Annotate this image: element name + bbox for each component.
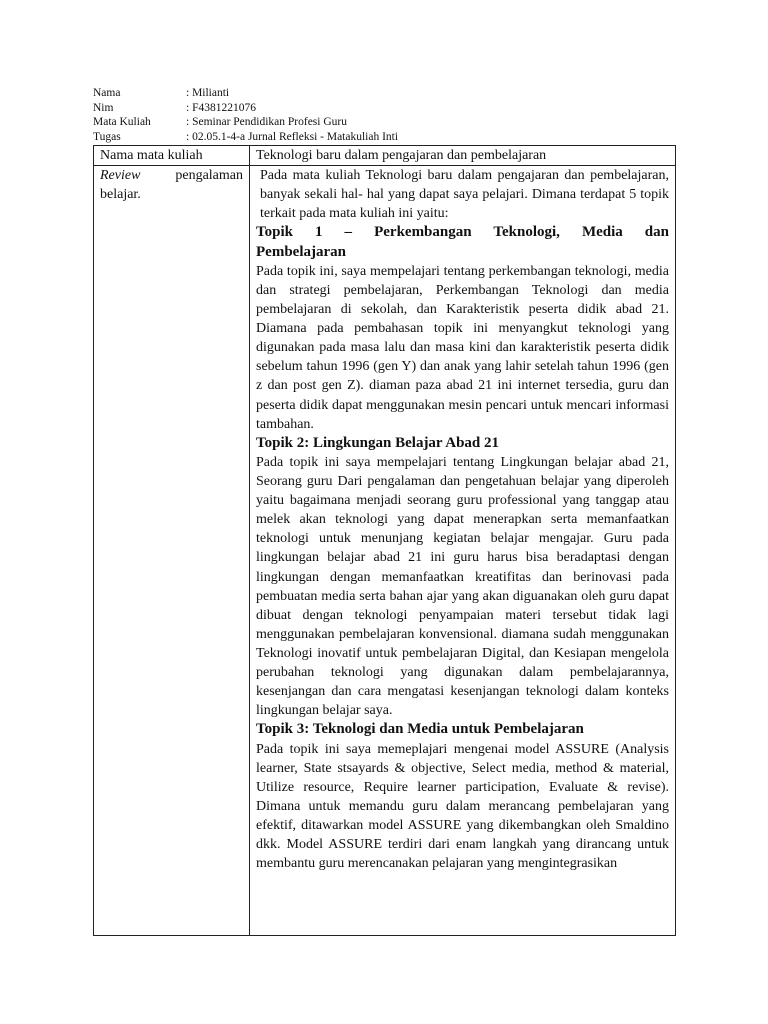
info-value: : 02.05.1-4-a Jurnal Refleksi - Matakuliah Inti xyxy=(186,130,399,143)
info-row-nama xyxy=(93,86,398,101)
info-label: Nama xyxy=(93,87,121,99)
header-left-cell: Nama mata kuliah xyxy=(94,146,250,166)
reflection-table xyxy=(93,145,676,936)
info-row-mata-kuliah xyxy=(93,115,398,130)
review-cell xyxy=(94,166,250,936)
info-row-nim xyxy=(93,101,398,116)
info-label: Nim xyxy=(93,101,114,114)
intro-paragraph: Pada mata kuliah Teknologi baru dalam pengajaran dan pembelajaran, banyak sekali hal- hal yang dapat saya pelajari. Dimana terdapat 5 topik terkait pada mata kuliah ini yaitu: xyxy=(260,168,669,222)
header-right-cell: Teknologi baru dalam pengajaran dan pembelajaran xyxy=(250,146,676,166)
review-label-line2: belajar. xyxy=(100,187,141,203)
info-value: : F4381221076 xyxy=(186,101,256,114)
review-rest: pengalaman xyxy=(175,168,243,183)
review-word: Review xyxy=(100,168,141,183)
topic3-title: Topik 3: Teknologi dan Media untuk Pembelajaran xyxy=(256,721,584,738)
info-label: Mata Kuliah xyxy=(93,116,151,128)
info-value: : Milianti xyxy=(186,87,230,99)
table-body-row xyxy=(94,166,676,936)
info-value: : Seminar Pendidikan Profesi Guru xyxy=(186,116,347,128)
info-label: Tugas xyxy=(93,130,121,143)
topic1-paragraph: Pada topik ini, saya mempelajari tentang perkembangan teknologi, media dan strategi pembelajaran, Perkembangan Teknologi dan media pembelajaran di sekolah, dan Karakteristik peserta didik abad 21. Diamana pada pembahasan topik ini menyangkut teknologi yang digunakan pada masa lalu dan masa kini dan karakteristik peserta didik sebelum tahun 1996 (gen Y) dan anak yang lahir setelah tahun 1996 (gen z dan post gen Z). diaman paza abad 21 ini internet tersedia, guru dan peserta didik dapat menggunakan mesin pencari untuk mencari informasi tambahan. xyxy=(256,263,669,432)
topic2-title: Topik 2: Lingkungan Belajar Abad 21 xyxy=(256,434,500,451)
table-header-row xyxy=(94,146,676,166)
review-label xyxy=(100,166,243,185)
topic1-title: Topik 1 – Perkembangan Teknologi, Media dan xyxy=(256,224,669,241)
student-info xyxy=(93,86,398,144)
topic2-paragraph: Pada topik ini saya mempelajari tentang Lingkungan belajar abad 21, Seorang guru Dari pengalaman dan pengetahuan belajar yang diperoleh yaitu bagaimana menjadi seorang guru professional yang tanggap atau melek akan teknologi yang dapat menerapkan serta memanfaatkan teknologi untuk menunjang kegiatan belajar mengajar. Guru pada lingkungan belajar abad 21 ini guru harus bisa beradaptasi dengan lingkungan dengan memanfaatkan kreatifitas dan berinovasi pada pembuatan media serta bahan ajar yang akan diguanakan oleh guru dapat dibuat dengan teknologi penyampaian materi tersebut tidak lagi menggunakan pembelajaran konvensional. diamana sudah menggunakan Teknologi inovatif untuk pembelajaran Digital, dan Kesiapan mengelola perubahan teknologi yang digunakan dalam pembelajarannya, kesenjangan dan cara mengatasi kesenjangan teknologi dalam konteks lingkungan belajar saya. xyxy=(256,455,669,719)
info-row-tugas xyxy=(93,130,398,145)
content-cell xyxy=(250,166,676,936)
topic1-title-cont: Pembelajaran xyxy=(256,243,346,260)
topic3-paragraph: Pada topik ini saya memeplajari mengenai model ASSURE (Analysis learner, State stsayards & objective, Select media, method & material, Utilize resource, Require learner participation, Evaluate & revise). Dimana untuk memandu guru dalam merancang pembelajaran yang efektif, ditawarkan model ASSURE yang dikembangkan oleh Smaldino dkk. Model ASSURE terdiri dari enam langkah yang dirancang untuk membantu guru merencanakan pelajaran yang mengintegrasikan xyxy=(256,741,669,872)
